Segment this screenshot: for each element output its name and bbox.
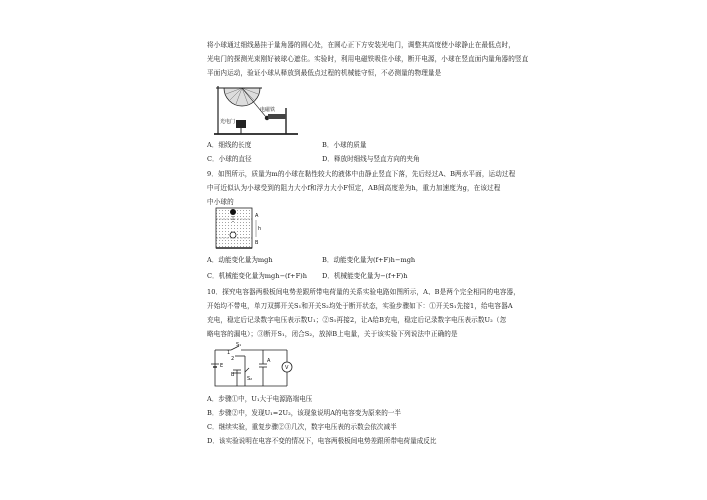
q10-stem-line-3: 充电，稳定后记录数字电压表示数U₁；②S₁再接2，让A给B充电，稳定后记录数字电压表示数U₂（忽 bbox=[207, 316, 507, 324]
q10-stem-line-4: 略电容的漏电）；③断开S₁，闭合S₂，放掉B上电量，关于该实验下列说法中正确的是 bbox=[207, 330, 458, 338]
q8-option-d: D．释放时细线与竖直方向的夹角 bbox=[322, 155, 420, 163]
q10-label-s2: S₂ bbox=[247, 376, 253, 382]
q8-stem-line-2: 光电门的探测光束刚好被球心遮住。实验时，利用电磁铁吸住小球，断开电源，小球在竖直面内量角器的竖直 bbox=[207, 55, 529, 63]
q9-option-a: A．动能变化量为mgh bbox=[207, 256, 273, 264]
q10-option-c: C．继续实验，重复步骤②③几次，数字电压表的示数会依次减半 bbox=[207, 423, 397, 431]
q8-option-a: A．细线的长度 bbox=[207, 141, 252, 149]
q8-option-c: C．小球的直径 bbox=[207, 155, 252, 163]
q10-option-d: D．该实验说明在电容不变的情况下，电容两极板间电势差跟所带电荷量成反比 bbox=[207, 437, 437, 445]
q8-figure-protractor-apparatus bbox=[212, 80, 302, 138]
q10-label-s1: S₁ bbox=[236, 342, 242, 348]
q9-label-b: B bbox=[255, 240, 259, 246]
q9-option-c: C．机械能变化量为mgh−(f+F)h bbox=[207, 272, 307, 280]
q8-stem-line-1: 将小球通过细线悬挂于量角器的圆心处，在圆心正下方安装光电门，调整其高度使小球静止在最低点时， bbox=[207, 41, 515, 49]
q8-option-b: B．小球的质量 bbox=[322, 141, 367, 149]
q10-label-b: B bbox=[231, 372, 235, 378]
q9-stem-line-1: 9．如图所示，质量为m的小球在黏性较大的液体中由静止竖直下落，先后经过A、B两水平面，运动过程 bbox=[207, 170, 516, 178]
q9-figure-liquid-container bbox=[212, 206, 270, 252]
q10-option-b: B．步骤②中，发现U₁=2U₂，该现象说明A的电容变为原来的一半 bbox=[207, 409, 401, 417]
q9-option-d: D．机械能变化量为−(f+F)h bbox=[322, 272, 408, 280]
q10-label-n1: 1 bbox=[227, 350, 231, 356]
q10-figure-circuit bbox=[207, 342, 297, 392]
q10-stem-line-1: 10．探究电容器两极板间电势差跟所带电荷量的关系实验电路如图所示，A、B是两个完全相同的电容器， bbox=[207, 288, 520, 296]
q10-label-n2: 2 bbox=[231, 356, 235, 362]
q9-option-b: B．动能变化量为(f+F)h−mgh bbox=[322, 256, 416, 264]
q10-label-a: A bbox=[267, 358, 271, 364]
q9-stem-line-3: 中小球的 bbox=[207, 198, 234, 206]
q9-label-h: h bbox=[258, 226, 262, 232]
q10-stem-line-2: 开始均不带电，单刀双掷开关S₁和开关S₂均处于断开状态，实验步骤如下：①开关S₁先接1，给电容器A bbox=[207, 302, 513, 310]
q10-option-a: A．步骤①中，U₁大于电源路端电压 bbox=[207, 395, 313, 403]
q8-stem-line-3: 平面内运动，验证小球从释放到最低点过程的机械能守恒，不必测量的物理量是 bbox=[207, 69, 442, 77]
q10-label-e: E bbox=[220, 363, 224, 369]
q8-label-gate: 光电门 bbox=[220, 119, 236, 125]
q8-label-magnet: 电磁铁 bbox=[260, 107, 276, 113]
q9-label-a: A bbox=[255, 213, 259, 219]
q10-label-v: V bbox=[285, 365, 289, 371]
q9-stem-line-2: 中可近似认为小球受到的阻力大小f和浮力大小F恒定，AB间高度差为h，重力加速度为g，在该过程 bbox=[207, 184, 501, 192]
